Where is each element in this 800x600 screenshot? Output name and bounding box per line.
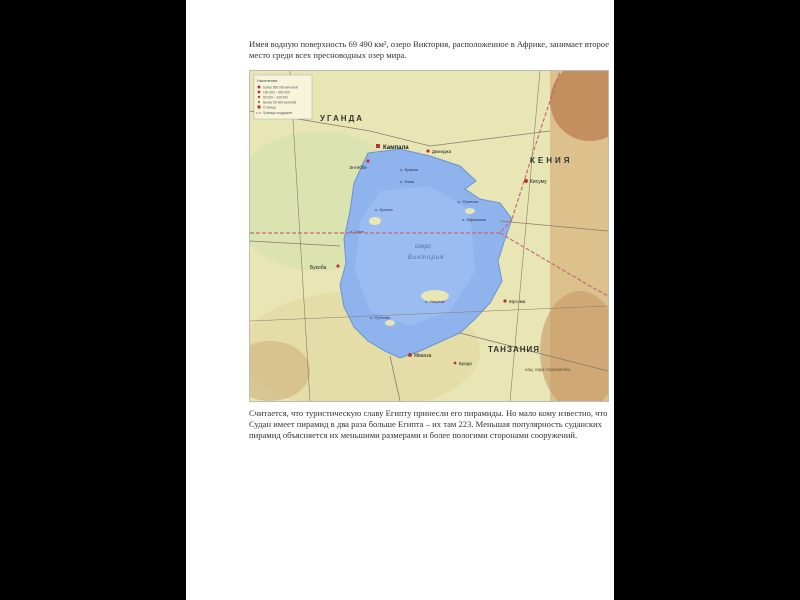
document-page [186,0,614,600]
lake-label: озеро [415,244,432,250]
country-label: УГАНДА [320,114,365,123]
legend-item: Граница государств [263,111,293,115]
legend-item: Столица [263,105,276,110]
island-label: о. Рубондо [370,315,391,320]
city-marker [366,159,369,162]
city-label: Мусома [509,299,526,304]
country-label: КЕНИЯ [530,156,573,165]
city-marker [408,353,412,357]
legend-item: менее 50 000 жителей [263,100,297,105]
map-graphic [250,71,608,401]
legend-marker [258,101,260,103]
country-label: ТАНЗАНИЯ [488,345,541,354]
legend-item: 100 000 – 500 000 [263,90,290,95]
legend-marker [258,106,261,109]
city-label: Кампала [383,145,409,151]
island-label: о. Румензи [458,199,479,204]
island-label: о. Укереве [425,299,445,304]
island-label: о. Бувума [400,167,418,172]
capital-marker [376,144,380,148]
city-label: Бунда [459,361,472,366]
island-shape [369,217,381,225]
city-label: Энтеббе [349,165,367,170]
island-shape [465,208,475,214]
legend-item: 50 000 – 100 000 [263,95,288,100]
city-marker [336,264,339,267]
body-paragraph: Считается, что туристическую славу Египту принесли его пирамиды. Но мало кому известно, что Судан имеет пирамид в два раза больше Египта – их там 223. Меньшая популярность суданских пирамид объясняется их меньшими размерами и более пологими сторонами сооружений. [249,408,608,440]
island-shape [385,320,395,326]
city-label: Джинджа [432,149,452,154]
city-marker [524,179,528,183]
city-marker [454,362,457,365]
island-label: о. Сесе [350,229,364,234]
legend-marker [258,86,261,89]
legend-item: более 500 000 жителей [263,85,298,90]
island-label: о. Мфангано [462,217,487,222]
island-label: о. Бугала [375,207,393,212]
legend-marker [258,96,260,98]
park-label: нац. парк Серенгети [525,367,571,372]
city-label: Мванза [414,353,432,359]
intro-paragraph: Имея водную поверхность 69 490 км², озеро Виктория, расположенное в Африке, занимает второе место среди всех пресноводных озер мира. [249,39,610,60]
legend-title: Население [257,78,278,83]
lake-victoria-map [249,70,609,402]
lake-label: Виктория [408,255,445,261]
city-marker [426,149,429,152]
city-label: Букоба [310,265,327,271]
city-marker [503,299,506,302]
city-label: Кисуму [530,179,547,185]
legend-marker [258,91,261,94]
island-label: о. Кома [400,179,414,184]
